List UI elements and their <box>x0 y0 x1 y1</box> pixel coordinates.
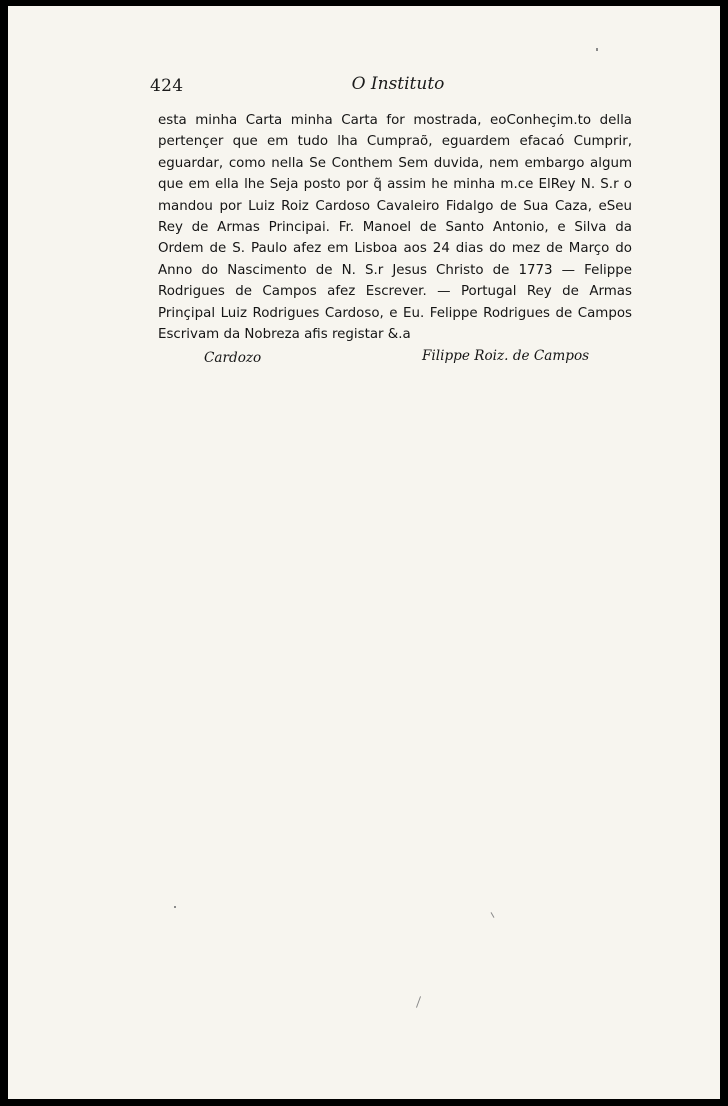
running-title: O Instituto <box>351 74 445 94</box>
body-paragraph: esta minha Carta minha Carta for mostrada, eoConheçim.to della pertençer que em tudo lha Cumpraõ, eguardem efacaó Cumprir, eguardar, como nella Se Conthem Sem duvida, nem embargo algum que em ella lhe Seja posto por q̃ assim he minha m.ce ElRey N. S.r o mandou por Luiz Roiz Cardoso Cavaleiro Fidalgo de Sua Caza, eSeu Rey de Armas Principai. Fr. Manoel de Santo Antonio, e Silva da Ordem de S. Paulo afez em Lisboa aos 24 dias do mez de Março do Anno do Nascimento de N. S.r Jesus Christo de 1773 — Felippe Rodrigues de Campos afez Escrever. — Portugal Rey de Armas Prinçipal Luiz Rodrigues Cardoso, e Eu. Felippe Rodrigues de Campos Escrivam da Nobreza afis registar &.a <box>158 113 632 343</box>
scan-speck <box>491 912 495 918</box>
page-number: 424 <box>150 76 184 96</box>
document-page <box>8 6 720 1099</box>
scan-speck <box>416 996 421 1008</box>
signature-filippe: Filippe Roiz. de Campos <box>422 348 590 364</box>
scan-speck <box>596 48 598 51</box>
scan-speck <box>174 906 176 908</box>
signature-cardozo: Cardozo <box>204 350 262 366</box>
